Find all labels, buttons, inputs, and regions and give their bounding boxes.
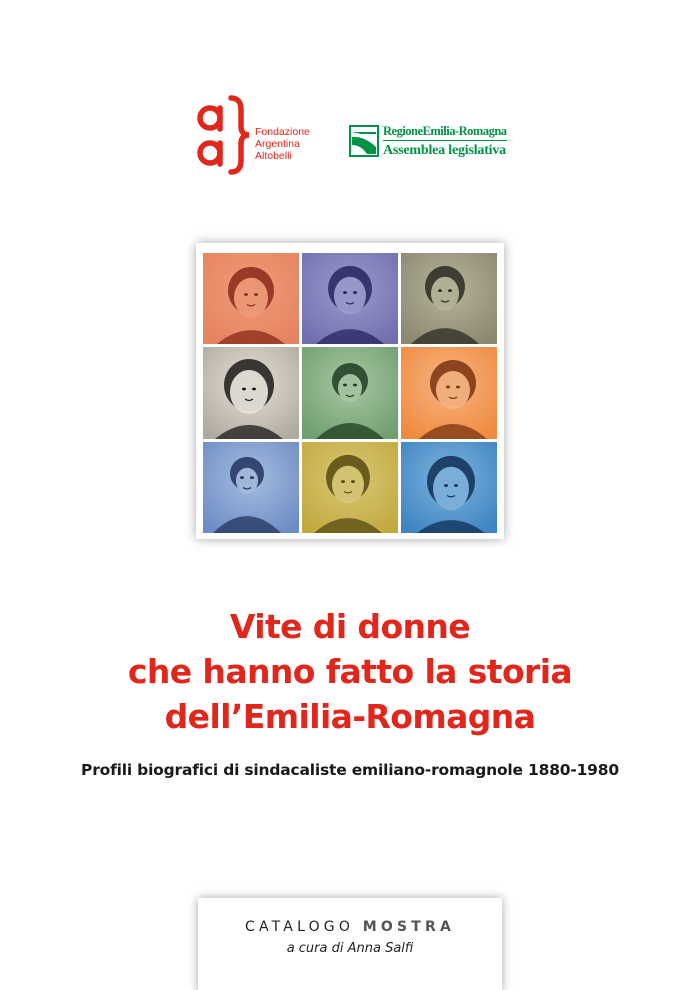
foundation-name [255,126,310,162]
catalog-label [198,919,502,935]
portrait-tile-7 [203,442,299,533]
portrait-tile-9 [401,442,497,533]
curator-credit: a cura di Anna Salfi [286,941,414,956]
portrait-tile-1 [203,253,299,344]
foundation-line-1: Fondazione [255,126,310,138]
foundation-line-2: Argentina [255,138,300,150]
title-line-2: che hanno fatto la storia [127,652,573,691]
region-assembly-label: Assemblea legislativa [383,143,506,158]
portrait-grid [203,253,497,533]
foundation-logo [193,92,323,182]
region-flag-icon [349,125,379,157]
portrait-tile-3 [401,253,497,344]
portrait-tile-8 [302,442,398,533]
portrait-mosaic [196,243,504,539]
portrait-tile-4 [203,347,299,439]
region-logo [349,124,519,164]
portrait-tile-5 [302,347,398,439]
exhibition-word: MOSTRA [362,919,456,935]
catalog-box [198,898,502,990]
main-title [0,604,700,739]
region-name: RegioneEmilia-Romagna [383,124,507,141]
title-line-1: Vite di donne [229,607,471,646]
foundation-monogram-icon [193,92,253,178]
subtitle: Profili biografici di sindacaliste emiliano-romagnole 1880-1980 [81,761,619,779]
title-line-3: dell’Emilia-Romagna [164,697,536,736]
portrait-tile-6 [401,347,497,439]
foundation-line-3: Altobelli [255,150,292,162]
catalog-word: CATALOGO [244,919,355,935]
portrait-tile-2 [302,253,398,344]
